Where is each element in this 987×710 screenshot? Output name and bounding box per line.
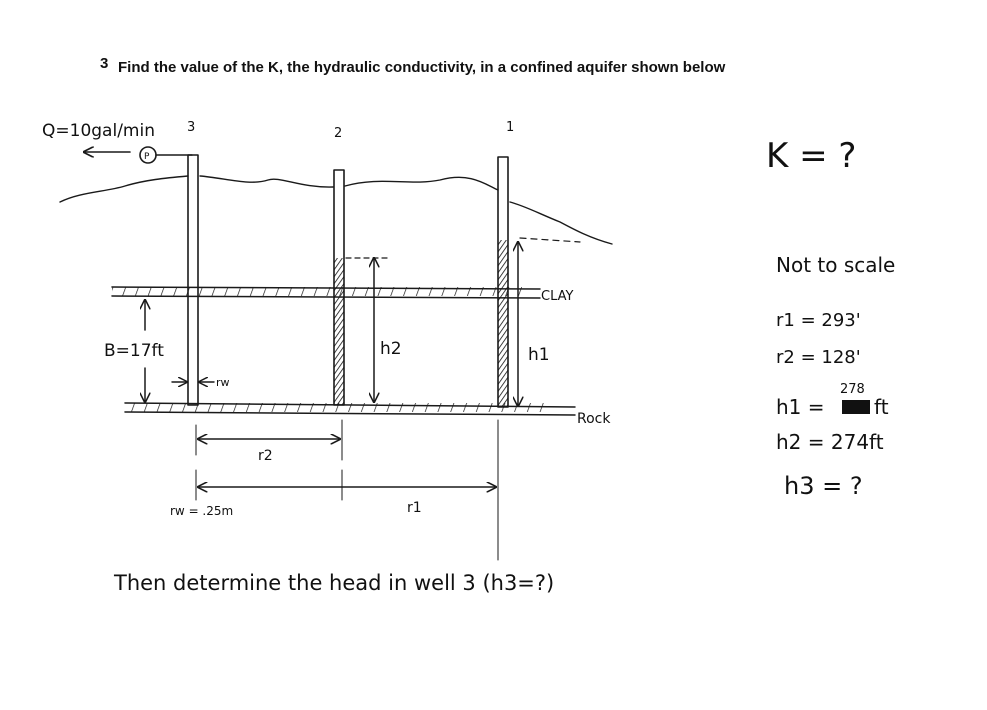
footer-instruction: Then determine the head in well 3 (h3=?)	[114, 571, 555, 595]
pumping-rate-label: Q=10gal/min	[42, 121, 155, 141]
distance-r2-label: r2	[258, 448, 273, 464]
thickness-label: B=17ft	[104, 341, 164, 361]
h3-value: h3 = ?	[784, 472, 863, 500]
water-level-line-1	[520, 238, 580, 242]
unknown-k-label: K = ?	[766, 136, 857, 176]
head-h1-label: h1	[528, 345, 550, 365]
well-1-label: 1	[506, 120, 515, 135]
clay-label: CLAY	[541, 289, 574, 304]
h1-correction-value: 278	[840, 382, 865, 397]
h1-unit: ft	[874, 395, 889, 419]
r1-ticks	[196, 420, 498, 560]
well-1-water-column	[498, 240, 508, 407]
distance-r1-label: r1	[407, 500, 422, 516]
problem-statement: Find the value of the K, the hydraulic conductivity, in a confined aquifer shown below	[118, 59, 726, 76]
well-radius-label: rw	[216, 376, 230, 389]
r1-value: r1 = 293'	[776, 310, 861, 331]
h1-value-prefix: h1 =	[776, 395, 825, 419]
ground-surface-line	[60, 176, 612, 244]
head-h2-label: h2	[380, 339, 402, 359]
well-2-label: 2	[334, 126, 343, 141]
h1-scribble	[842, 400, 870, 414]
pump-symbol-label: P	[144, 152, 150, 162]
h2-value: h2 = 274ft	[776, 430, 884, 454]
problem-number: 3	[100, 55, 109, 72]
r2-value: r2 = 128'	[776, 347, 861, 368]
scale-note: Not to scale	[776, 253, 896, 277]
well-2-water-column	[334, 258, 344, 405]
rock-label: Rock	[577, 411, 611, 427]
well-3-label: 3	[187, 120, 196, 135]
well-radius-value: rw = .25m	[170, 504, 234, 518]
well-3-casing	[188, 155, 198, 405]
